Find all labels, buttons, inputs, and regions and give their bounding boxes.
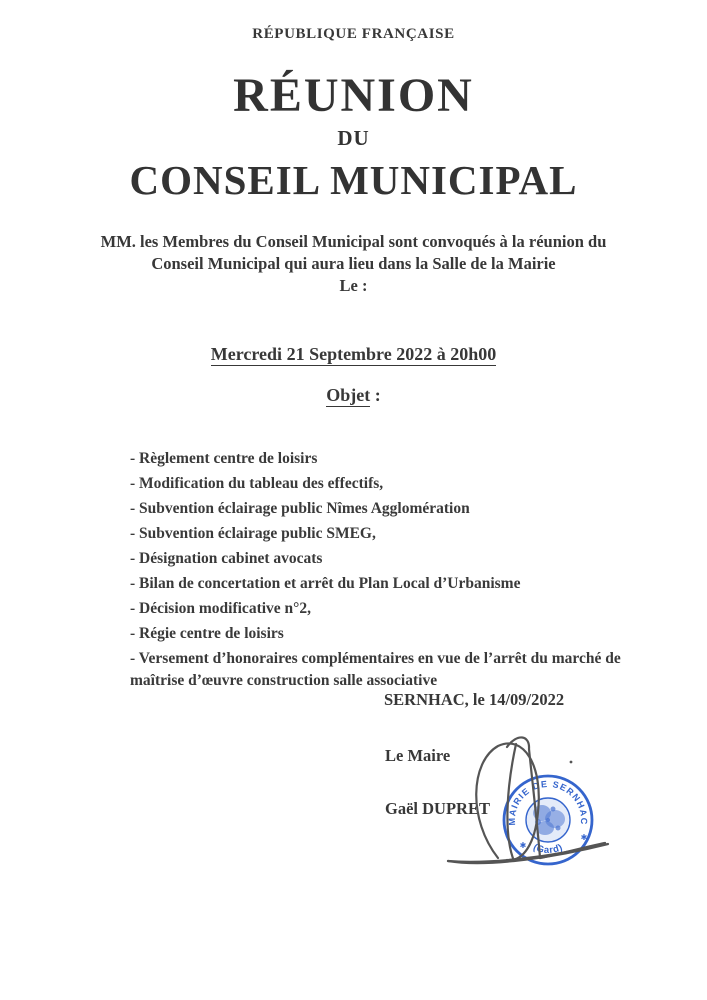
agenda-item: - Subvention éclairage public Nîmes Agglomération — [130, 500, 470, 517]
svg-text:(Gard) — [531, 842, 564, 856]
stamp-top-text: MAIRIE DE SERNHAC — [506, 778, 590, 826]
svg-text:MAIRIE DE SERNHAC — [507, 779, 589, 826]
agenda-item: - Versement d’honoraires complémentaires en vue de l’arrêt du marché de maîtrise d’œuvre construction salle associative — [130, 650, 621, 689]
title-conseil-municipal: CONSEIL MUNICIPAL — [129, 157, 578, 203]
agenda-item: - Règlement centre de loisirs — [130, 450, 318, 467]
stamp-star-right-icon: ✱ — [580, 833, 588, 842]
signer-name: Gaël DUPRET — [385, 799, 490, 818]
place-and-date: SERNHAC, le 14/09/2022 — [384, 690, 565, 709]
le-label: Le : — [339, 276, 368, 295]
agenda-item: - Bilan de concertation et arrêt du Plan Local d’Urbanisme — [130, 575, 521, 592]
meeting-datetime-text: Mercredi 21 Septembre 2022 à 20h00 — [210, 344, 497, 364]
title-reunion: RÉUNION — [233, 69, 474, 122]
agenda-item: - Modification du tableau des effectifs, — [130, 475, 384, 492]
signer-title: Le Maire — [385, 746, 451, 765]
convocation-paragraph: MM. les Membres du Conseil Municipal sont convoqués à la réunion du Conseil Municipal qui aura lieu dans la Salle de la Mairie — [100, 232, 607, 273]
object-label: Objet — [326, 385, 371, 405]
title-du: DU — [337, 126, 370, 150]
agenda-item: - Décision modificative n°2, — [130, 600, 311, 617]
agenda-item: - Subvention éclairage public SMEG, — [130, 525, 376, 542]
agenda-item: - Désignation cabinet avocats — [130, 550, 323, 567]
agenda-list — [130, 448, 646, 695]
stamp-bottom-text: (Gard) — [531, 841, 565, 857]
object-colon: : — [370, 385, 381, 405]
stamp-star-left-icon: ✱ — [519, 841, 527, 850]
agenda-item: - Régie centre de loisirs — [130, 625, 284, 642]
meeting-datetime — [0, 344, 707, 365]
municipal-stamp-icon — [504, 776, 592, 864]
republique-header: RÉPUBLIQUE FRANÇAISE — [252, 26, 455, 42]
object-heading — [0, 385, 707, 406]
